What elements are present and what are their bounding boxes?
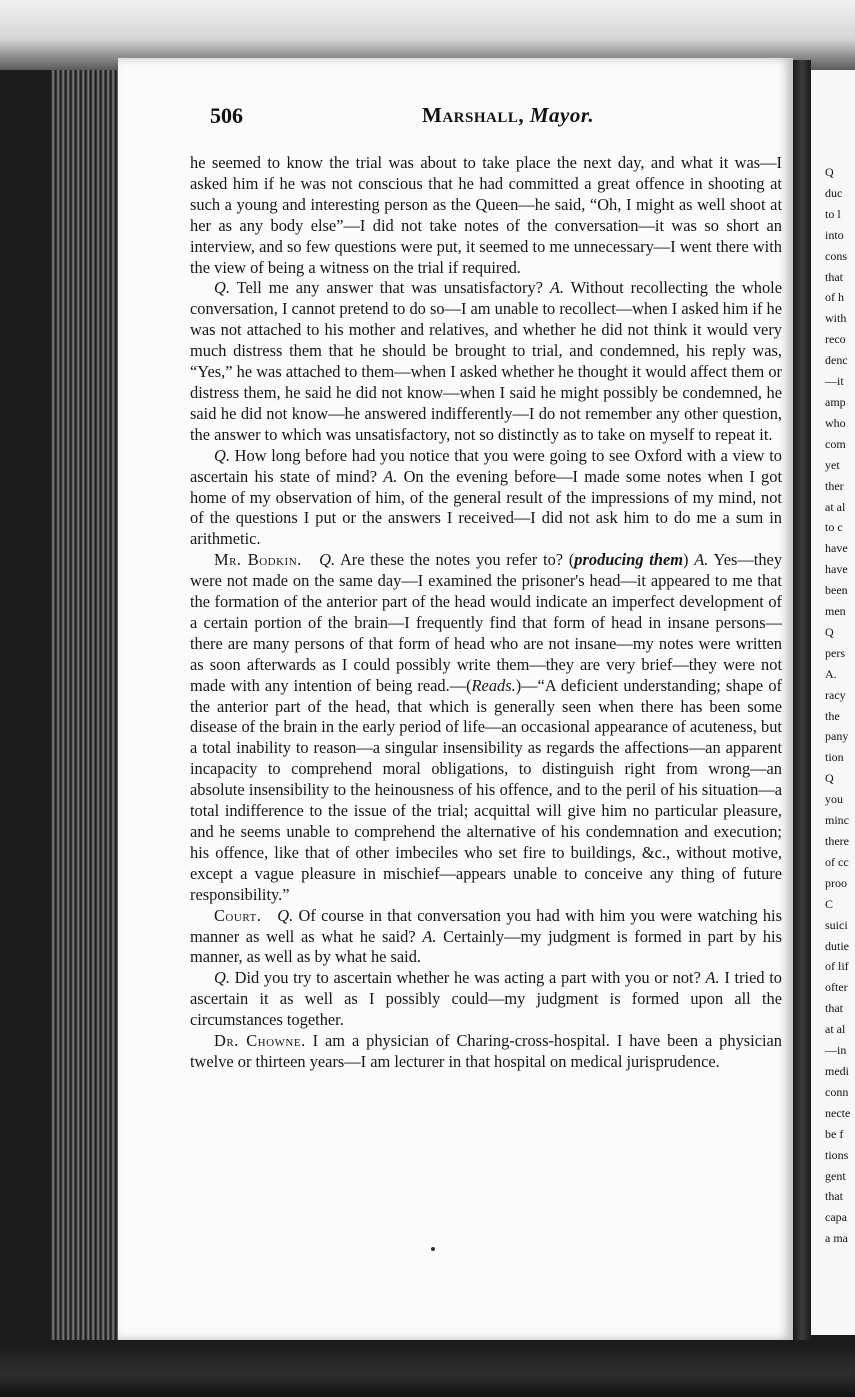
facing-page-line: have [825, 562, 848, 577]
facing-page-line: cons [825, 248, 847, 263]
facing-page-line: at al [825, 499, 846, 514]
facing-page-line: Q [825, 165, 834, 179]
facing-page-line: suici [825, 917, 848, 932]
stage-direction: producing them [574, 550, 683, 570]
paragraph [190, 906, 782, 969]
facing-page-line: at al [825, 1022, 846, 1037]
paragraph-text: On the evening before—I made some notes when I got home of my observation of him, of the general result of the impressions of my mind, not of the questions I put or the answers I received—I did not ask him to do me a sum in arithmetic. [190, 466, 782, 549]
paragraph [190, 1031, 782, 1073]
paragraph-text: Certainly—my judgment is formed in part by his manner, as well as by what he said. [190, 926, 782, 967]
facing-page-line: been [825, 583, 848, 598]
book-gutter [793, 60, 811, 1345]
facing-page-line: pany [825, 729, 849, 744]
paragraph-text: I tried to ascertain it as well as I possibly could—my judgment is formed upon all the circumstances together. [190, 968, 782, 1030]
facing-page-line: of cc [825, 854, 849, 869]
paragraph-text: Yes—they were not made on the same day—I examined the prisoner's head—it appeared to me that the formation of the anterior part of the head would indicate an imperfect development of a certain portion of the brain—I frequently find that form of head in insane persons—there are many persons of that form of head who are not insane—my notes were written as soon afterwards as I could possibly write them—they are very brief—they were not made with any intention of being read.—( [190, 550, 783, 695]
page-body [190, 153, 782, 1073]
question-label: Q. [319, 550, 336, 570]
facing-page-line: —in [825, 1043, 847, 1058]
facing-page-line: that [825, 269, 843, 284]
paragraph-text: I am a physician of Charing-cross-hospital. I have been a physician twelve or thirteen years—I am lecturer in that hospital on medical jurisprudence. [190, 1031, 782, 1071]
facing-page-line: —it [825, 374, 844, 389]
book-page-edges [50, 70, 120, 1340]
answer-label: A. [383, 466, 398, 486]
facing-page-line: Q [825, 771, 834, 786]
facing-page-line: with [825, 311, 847, 326]
stage-direction: Reads. [471, 675, 516, 695]
running-head-name: Marshall, [422, 103, 525, 127]
facing-page-line: into [825, 227, 844, 242]
paragraph-text: ) [683, 550, 695, 570]
facing-page-line: the [825, 708, 840, 723]
facing-page-line: Q [825, 624, 834, 639]
facing-page-line: minc [825, 813, 849, 828]
facing-page-line: there [825, 834, 849, 848]
facing-page-strip [811, 70, 855, 1335]
facing-page-line: a ma [825, 1231, 848, 1246]
running-head [422, 103, 594, 128]
paragraph-text: he seemed to know the trial was about to take place the next day, and what it was—I asked him if he was not conscious that he had committed a great offence in shooting at such a young and interesting person as the Queen—he said, “Oh, I might as well shoot at her as any body else”—I did not take notes of the conversation—it was so short an interview, and so few questions were put, it seemed to me unnecessary—I went there with the view of being a witness on the trial if required. [190, 153, 782, 277]
paragraph-text: Did you try to ascertain whether he was acting a part with you or not? [229, 968, 706, 988]
facing-page-line: racy [825, 687, 846, 702]
facing-page-line: capa [825, 1210, 847, 1225]
paragraph-text: Are these the notes you refer to? ( [335, 550, 575, 570]
facing-page-line: tions [825, 1147, 849, 1162]
facing-page-line: that [825, 1189, 843, 1204]
facing-page-line: men [825, 604, 846, 619]
facing-page-line: necte [825, 1105, 851, 1120]
paragraph [190, 550, 782, 905]
facing-page-line: you [825, 792, 843, 807]
facing-page-line: ofter [825, 980, 848, 995]
running-head-title: Mayor. [529, 103, 595, 127]
facing-page-line: who [825, 415, 846, 430]
paragraph-text: )—“A deficient understanding; shape of the anterior part of the head, that which is generally seen when there has been some disease of the brain in the early period of life—an occasional appearance of acuteness, but a total inability to reason—a singular insensibility as regards the affections—an apparent incapacity to comprehend moral obligations, to distinguish right from wrong—an absolute insensibility to the heinousness of his offence, and to the peril of his situation—a total indifference to the issue of the trial; acquittal will give him no particular pleasure, and he seems unable to comprehend the alternative of his condemnation and execution; his offence, like that of other imbeciles who set fire to buildings, &c., without motive, except a vague pleasure in mischief—appears unable to conceive any thing of future responsibility.” [190, 675, 782, 904]
facing-page-line: denc [825, 353, 848, 368]
facing-page-line: of h [825, 290, 844, 305]
ink-speck [431, 1247, 435, 1251]
facing-page-line: tion [825, 750, 844, 765]
paragraph [190, 446, 782, 551]
paragraph [190, 278, 782, 445]
question-label: Q. [277, 905, 294, 925]
page-header [210, 103, 785, 131]
facing-page-line: yet [825, 457, 840, 472]
answer-label: A. [549, 278, 564, 298]
answer-label: A. [705, 968, 720, 988]
paragraph [190, 153, 782, 278]
facing-page-line: reco [825, 332, 846, 347]
paragraph [190, 968, 782, 1031]
scan-background-bottom [0, 1340, 855, 1397]
answer-label: A. [694, 550, 709, 570]
facing-page-line: amp [825, 394, 846, 409]
paragraph-text: Tell me any answer that was unsatisfactory? [229, 278, 550, 298]
paragraph-text: Without recollecting the whole conversation, I cannot pretend to do so—I am unable to recollect—when I asked him if he was not attached to his mother and relatives, and whether he did not think it would very much distress them that he should be brought to trial, and condemned, his reply was, “Yes,” he was attached to them—when I asked whether he thought it would affect them or distress them, he said he did not know—when I said he might possibly be condemned, he said he did not know—he answered indifferently—I do not remember any other question, the answer to which was unsatisfactory, not so distinctly as to take on myself to repeat it. [190, 278, 782, 444]
paragraph-text: How long before had you notice that you were going to see Oxford with a view to ascertain his state of mind? [190, 445, 782, 486]
facing-page-line: gent [825, 1168, 846, 1183]
question-label: Q. [214, 445, 230, 465]
facing-page-line: pers [825, 645, 845, 660]
facing-page-line: C [825, 896, 834, 911]
facing-page-line: com [825, 436, 846, 451]
facing-page-line: ther [825, 478, 844, 493]
page-number: 506 [210, 103, 243, 128]
facing-page-line: have [825, 541, 848, 556]
facing-page-line: be f [825, 1126, 844, 1141]
facing-page-line: to l [825, 206, 841, 221]
paragraph-text: Of course in that conversation you had with him you were watching his manner as well as what he said? [190, 905, 782, 946]
question-label: Q. [214, 968, 230, 988]
question-label: Q. [214, 278, 230, 298]
facing-page-line: proo [825, 875, 847, 890]
facing-page-line: conn [825, 1084, 849, 1099]
speaker-name: Mr. Bodkin. [214, 550, 302, 570]
facing-page-fragments [811, 70, 855, 1249]
facing-page-line: that [825, 1001, 843, 1016]
answer-label: A. [422, 926, 437, 946]
speaker-name: Dr. Chowne. [214, 1031, 306, 1051]
speaker-name: Court. [214, 905, 262, 925]
facing-page-line: medi [825, 1063, 849, 1078]
facing-page-line: to c [825, 520, 843, 535]
facing-page-line: of lif [825, 959, 849, 974]
facing-page-line: duc [825, 185, 843, 200]
facing-page-line: A. [825, 666, 837, 681]
facing-page-line: dutie [825, 938, 849, 953]
